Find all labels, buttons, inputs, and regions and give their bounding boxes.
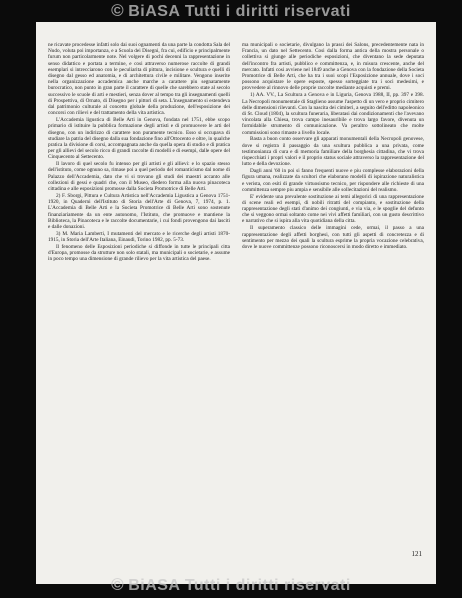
paragraph: Dagli anni '60 in poi si fanno frequenti nuove e piu complesse elaborazioni della figura umana, realizzate da scultori che elaborano modelli di ispirazione naturalistica e verista, con esiti di grande virtuosismo tecnico, per rispondere alle richieste di una committenza sempre piu ampia e sensibile alle sollecitazioni del realismo. bbox=[242, 168, 424, 193]
right-text-column bbox=[242, 42, 424, 562]
page-number: 121 bbox=[411, 550, 422, 558]
paragraph: Basta a buon conto osservare gli apparati monumentali della Necropoli genovese, dove si registra il passaggio da una scultura pubblica a una privata, come testimonianza di cura e di memoria familiare della borghesia cittadina, che vi trova rispecchiati i propri valori e il proprio status sociale attraverso la rappresentazione del lutto e della devozione. bbox=[242, 136, 424, 168]
watermark-bottom bbox=[0, 575, 462, 595]
left-text-column bbox=[48, 42, 230, 562]
paragraph: Il fenomeno delle Esposizioni periodiche si diffonde in tutte le principali citta d'Europa, promosse da strutture non solo statali, ma municipali o societarie, e assume in poco tempo una dimensione di grande rilievo per la vita artistica del paese. bbox=[48, 243, 230, 263]
footnote: 1) AA. VV., La Scultura a Genova e in Liguria, Genova 1988, II, pp. 397 e 398. La Necropoli monumentale di Staglieno assume l'aspetto di un vero e proprio cimitero delle dimensioni rilevanti. Con la nascita dei cimiteri, a seguito dell'editto napoleonico di St. Cloud (1804), la scultura funeraria, liberatasi dai condizionamenti che l'avevano vincolata alla Chiesa, trova campo inesauribile e trova largo favore, divenuta un formidabile strumento di comunicazione. Va peraltro sottolineato che molte commissioni sono rimaste a livello locale. bbox=[242, 92, 424, 136]
watermark-text: BiASA Tutti i diritti riservati bbox=[128, 577, 351, 594]
paragraph: L'Accademia ligustica di Belle Arti in Genova, fondata nel 1751, ebbe scopo primario di istituire la pubblica formazione degli artisti e di promuovere le arti del disegno, con un indirizzo di carattere non puramente tecnico. Esso si occupava di studiare la patria del disegno dalla sua fondazione fino all'Ottocento e oltre, in qualche pratica la divisione di corsi, accompagnata anche da quella opera di studio e di pratica per gli allievi del secolo ricco di grandi raccolte di modelli e di esempi, dalle opere del Cinquecento al Settecento. bbox=[48, 117, 230, 161]
footnote: 3) M. Maria Lamberti, I mutamenti del mercato e le ricerche degli artisti 1870-1915, in Storia dell'Arte Italiana, Einaudi, Torino 1982, pp. 5-73. bbox=[48, 230, 230, 244]
copyright-symbol: © bbox=[111, 1, 125, 20]
paragraph: Il superamento classico delle immagini cede, ormai, il passo a una rappresentazione degli affetti borghesi, con tutti gli aspetti di concretezza e di sentimento per mezzo dei quali la scultura esprime la propria vocazione celebrativa, dove le nuove committenze possono riconoscersi in modo diretto e immediato. bbox=[242, 225, 424, 250]
paragraph: Il lavoro di quel secolo fu intenso per gli artisti e gli allievi: e lo spazio stesso dell'istituto, come ognuno sa, rimase poi a quel periodo del romanticismo dal nome di Palazzo dell'Accademia, dato che vi si trovano gli studi dei maestri accanto alle collezioni di gessi e quadri che, con il Museo, diedero forma alla nuova pinacoteca cittadina e alle esposizioni promosse dalla Societa Promotrice di Belle Arti. bbox=[48, 161, 230, 193]
paragraph: E' evidente una prevalente sostituzione ai temi allegorici di una rappresentazione di scene reali ed esempi, di nobili ritratti del compianto, e sostituzione della rappresentazione degli stati d'animo dei congiunti, e via via, e le spoglie del defunto che si veggono ormai soltanto come nei vivi affetti familiari, con un gusto descrittivo e narrativo che si ispira alla vita quotidiana della citta. bbox=[242, 193, 424, 225]
footnote: 2) F. Sborgi, Pittura e Cultura Artistica nell'Accademia Ligustica a Genova 1751-1920, in Quaderni dell'Istituto di Storia dell'Arte di Genova, 7, 1974, p. 1. L'Accademia di Belle Arti e la Societa Promotrice di Belle Arti sono sostenute finanziariamente da un ente autonomo, l'Istituto, che promuove e mantiene la Biblioteca, la Pinacoteca e le raccolte documentarie, i cui fondi provengono dai lasciti e dalle donazioni. bbox=[48, 192, 230, 230]
watermark-text: BiASA Tutti i diritti riservati bbox=[128, 3, 351, 20]
watermark-top bbox=[0, 1, 462, 21]
paragraph: ma municipali o societarie, divulgano la prassi dei Salons, precedentemente nata in Francia, un dato nel Settecento. Cosi dalla forma antica della mostra personale o collettiva si giunge alle periodiche esposizioni, che diventano la sede deputata dell'incontro fra artisti, pubblico e committenza, e, in misura crescente, anche del mercato. Infatti cosi avviene nel 1849 anche a Genova con la fondazione della Societa Promotrice di Belle Arti, che ha tra i suoi scopi l'Esposizione annuale, dove i soci possono acquistare le opere esposte, spesso sorteggiate tra i soci medesimi, e provvedere al rinnovo delle proprie raccolte mediante acquisti e premi. bbox=[242, 42, 424, 92]
paragraph: ne ricavate procedesse infatti solo dai suoi ognamenti da una parte la condotta Sala del Nudo, voluta poi importanza, e a Scuola dei Disegni, fra cui, edificio e principalmente furum non particolarmente note. Nel volgere di pochi decenni la rappresentazione in senso didattico e portata a termine, e cosi attraverso numerose raccolte di grandi esemplari si intrecciarono con le peculiarita di pittura, incisione e scultura e quelli di disegno dal gesso ed anatomia, e di architettura civile e militare. Vengono inserite nella organizzazione accademica anche marche a carattere piu segnatamente burocratico, non punto in gran parte il carattere di quelle che sarebbero state al secolo successivo le scuole di arti e mestieri, senza dover al tempo tra gli insegnamenti quelli di Prospettiva, di Ornato, di Disegno per i pittori di seta. L'insegnamento si estendeva dal patrimonio culturale al concetto globale della produzione, dell'esposizione dei concorsi con rilievi e del trattamento della vita artistica. bbox=[48, 42, 230, 117]
copyright-symbol: © bbox=[111, 575, 125, 594]
book-page bbox=[36, 22, 436, 584]
